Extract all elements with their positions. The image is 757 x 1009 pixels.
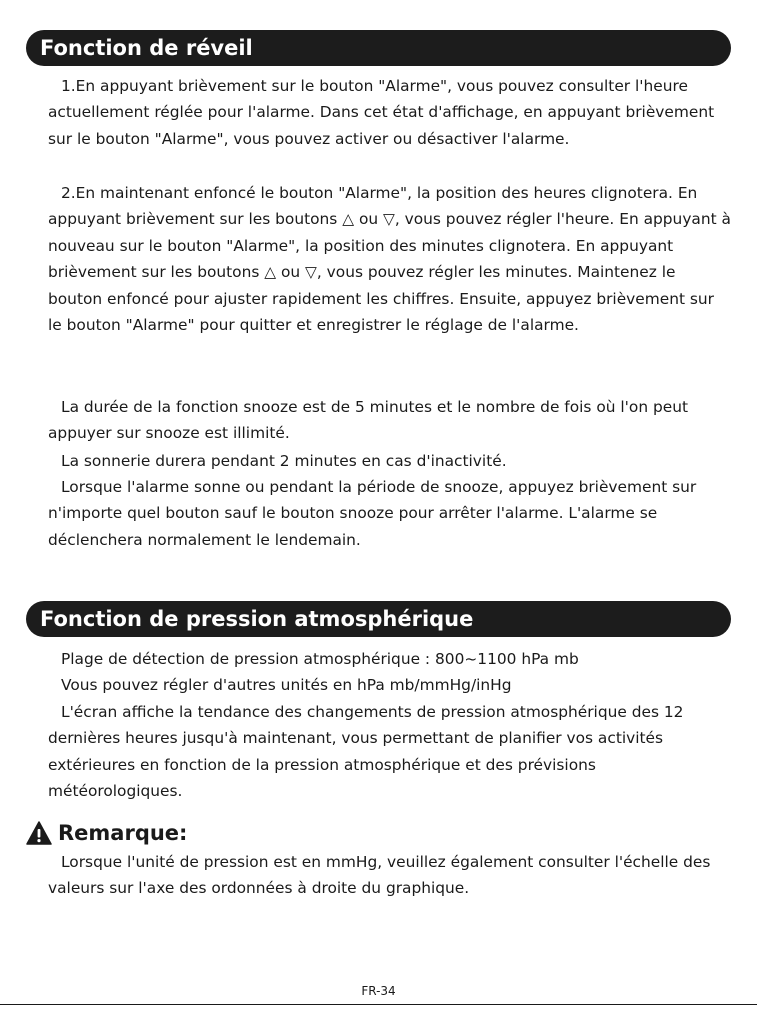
pressure-trend-paragraph: L'écran affiche la tendance des changements de pression atmosphérique des 12 dernières heures jusqu'à maintenant, vous permettant de planifier vos activités extérieures en fonction de la pression atmosphérique et des prévisions météorologiques. [48, 703, 684, 801]
alarm-paragraph-1: 1.En appuyant brièvement sur le bouton "Alarme", vous pouvez consulter l'heure actuellement réglée pour l'alarme. Dans cet état d'affichage, en appuyant brièvement sur le bouton "Alarme", vous pouvez activer ou désactiver l'alarme. [48, 77, 715, 148]
ring-duration-paragraph: La sonnerie durera pendant 2 minutes en cas d'inactivité. [61, 452, 507, 470]
warning-icon [26, 821, 52, 845]
section-title-pressure: Fonction de pression atmosphérique [26, 601, 731, 637]
section-title-alarm: Fonction de réveil [26, 30, 731, 66]
remark-title: Remarque: [58, 821, 188, 845]
alarm-paragraph-2: 2.En maintenant enfoncé le bouton "Alarme", la position des heures clignotera. En appuyant brièvement sur les boutons △ ou ▽, vous pouvez régler l'heure. En appuyant à nouveau sur le bouton "Alarme", la position des minutes clignotera. En appuyant brièvement sur les boutons △ ou ▽, vous pouvez régler les minutes. Maintenez le bouton enfoncé pour ajuster rapidement les chiffres. Ensuite, appuyez brièvement sur le bouton "Alarme" pour quitter et enregistrer le réglage de l'alarme. [48, 184, 731, 335]
footer-divider [0, 1004, 757, 1005]
pressure-range-paragraph: Plage de détection de pression atmosphérique : 800~1100 hPa mb [61, 650, 579, 668]
remark-text: Lorsque l'unité de pression est en mmHg, veuillez également consulter l'échelle des valeurs sur l'axe des ordonnées à droite du graphique. [48, 853, 711, 898]
remark-heading [26, 818, 187, 848]
snooze-paragraph: La durée de la fonction snooze est de 5 minutes et le nombre de fois où l'on peut appuyer sur snooze est illimité. [48, 398, 688, 443]
pressure-units-paragraph: Vous pouvez régler d'autres unités en hPa mb/mmHg/inHg [61, 676, 512, 694]
stop-alarm-paragraph: Lorsque l'alarme sonne ou pendant la période de snooze, appuyez brièvement sur n'importe quel bouton sauf le bouton snooze pour arrêter l'alarme. L'alarme se déclenchera normalement le lendemain. [48, 478, 697, 549]
page-number: FR-34 [361, 984, 396, 998]
